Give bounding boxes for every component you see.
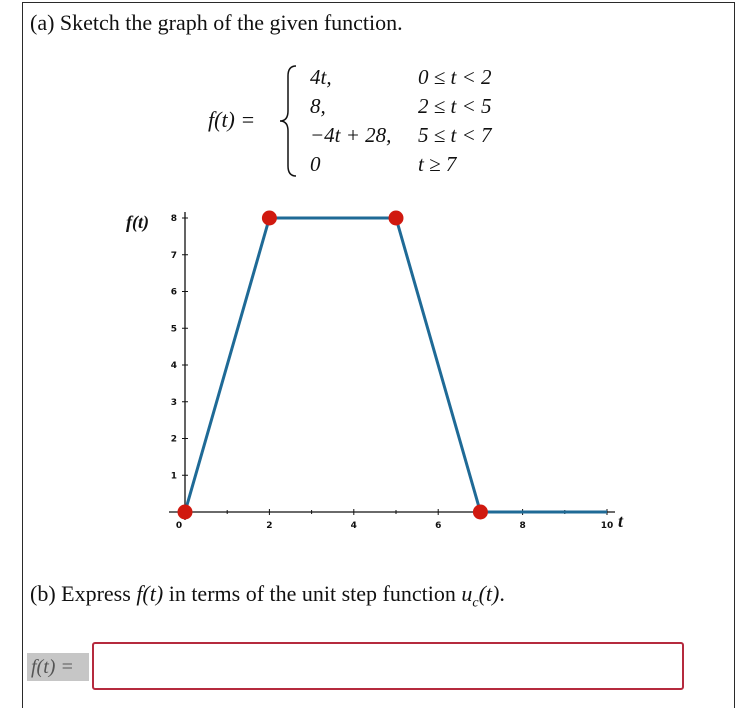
series-line (185, 218, 607, 512)
x-tick-label: 6 (435, 521, 442, 531)
case-4-condition: t ≥ 7 (418, 152, 457, 176)
case-2-expression: 8, (310, 94, 326, 118)
x-tick-label: 10 (600, 521, 614, 531)
x-axis-label: t (618, 511, 624, 531)
answer-label: f(t) = (27, 653, 89, 681)
function-graph (110, 200, 650, 540)
case-4-expression: 0 (310, 152, 321, 176)
y-tick-label: 4 (170, 361, 177, 371)
data-point (178, 505, 193, 520)
data-point (262, 211, 277, 226)
x-tick-label: 0 (175, 521, 183, 531)
x-tick-label: 8 (519, 521, 526, 531)
y-tick-label: 8 (170, 214, 177, 224)
answer-input[interactable] (92, 642, 684, 690)
data-point (389, 211, 404, 226)
piecewise-brace (276, 64, 300, 178)
case-3-condition: 5 ≤ t < 7 (418, 123, 492, 147)
case-2-condition: 2 ≤ t < 5 (418, 94, 492, 118)
y-tick-label: 7 (170, 250, 177, 261)
case-3-expression: −4t + 28, (310, 123, 392, 147)
y-tick-label: 1 (170, 471, 177, 482)
data-point (473, 505, 488, 520)
part-a-prompt: (a) Sketch the graph of the given function. (30, 10, 403, 35)
part-b-prompt (30, 581, 505, 611)
y-axis-label: f(t) (126, 212, 149, 232)
part-b-text: (b) Express f(t) in terms of the unit step function $u_c(t)$. (30, 581, 505, 611)
y-tick-label: 5 (170, 324, 177, 335)
x-tick-label: 2 (266, 521, 273, 531)
x-tick-label: 4 (350, 521, 357, 531)
y-tick-label: 6 (170, 287, 177, 298)
y-tick-label: 2 (170, 434, 177, 445)
case-1-expression: 4t, (310, 65, 332, 89)
y-tick-label: 3 (170, 397, 177, 408)
equation-lhs: f(t) = (208, 107, 256, 132)
case-1-condition: 0 ≤ t < 2 (418, 65, 492, 89)
